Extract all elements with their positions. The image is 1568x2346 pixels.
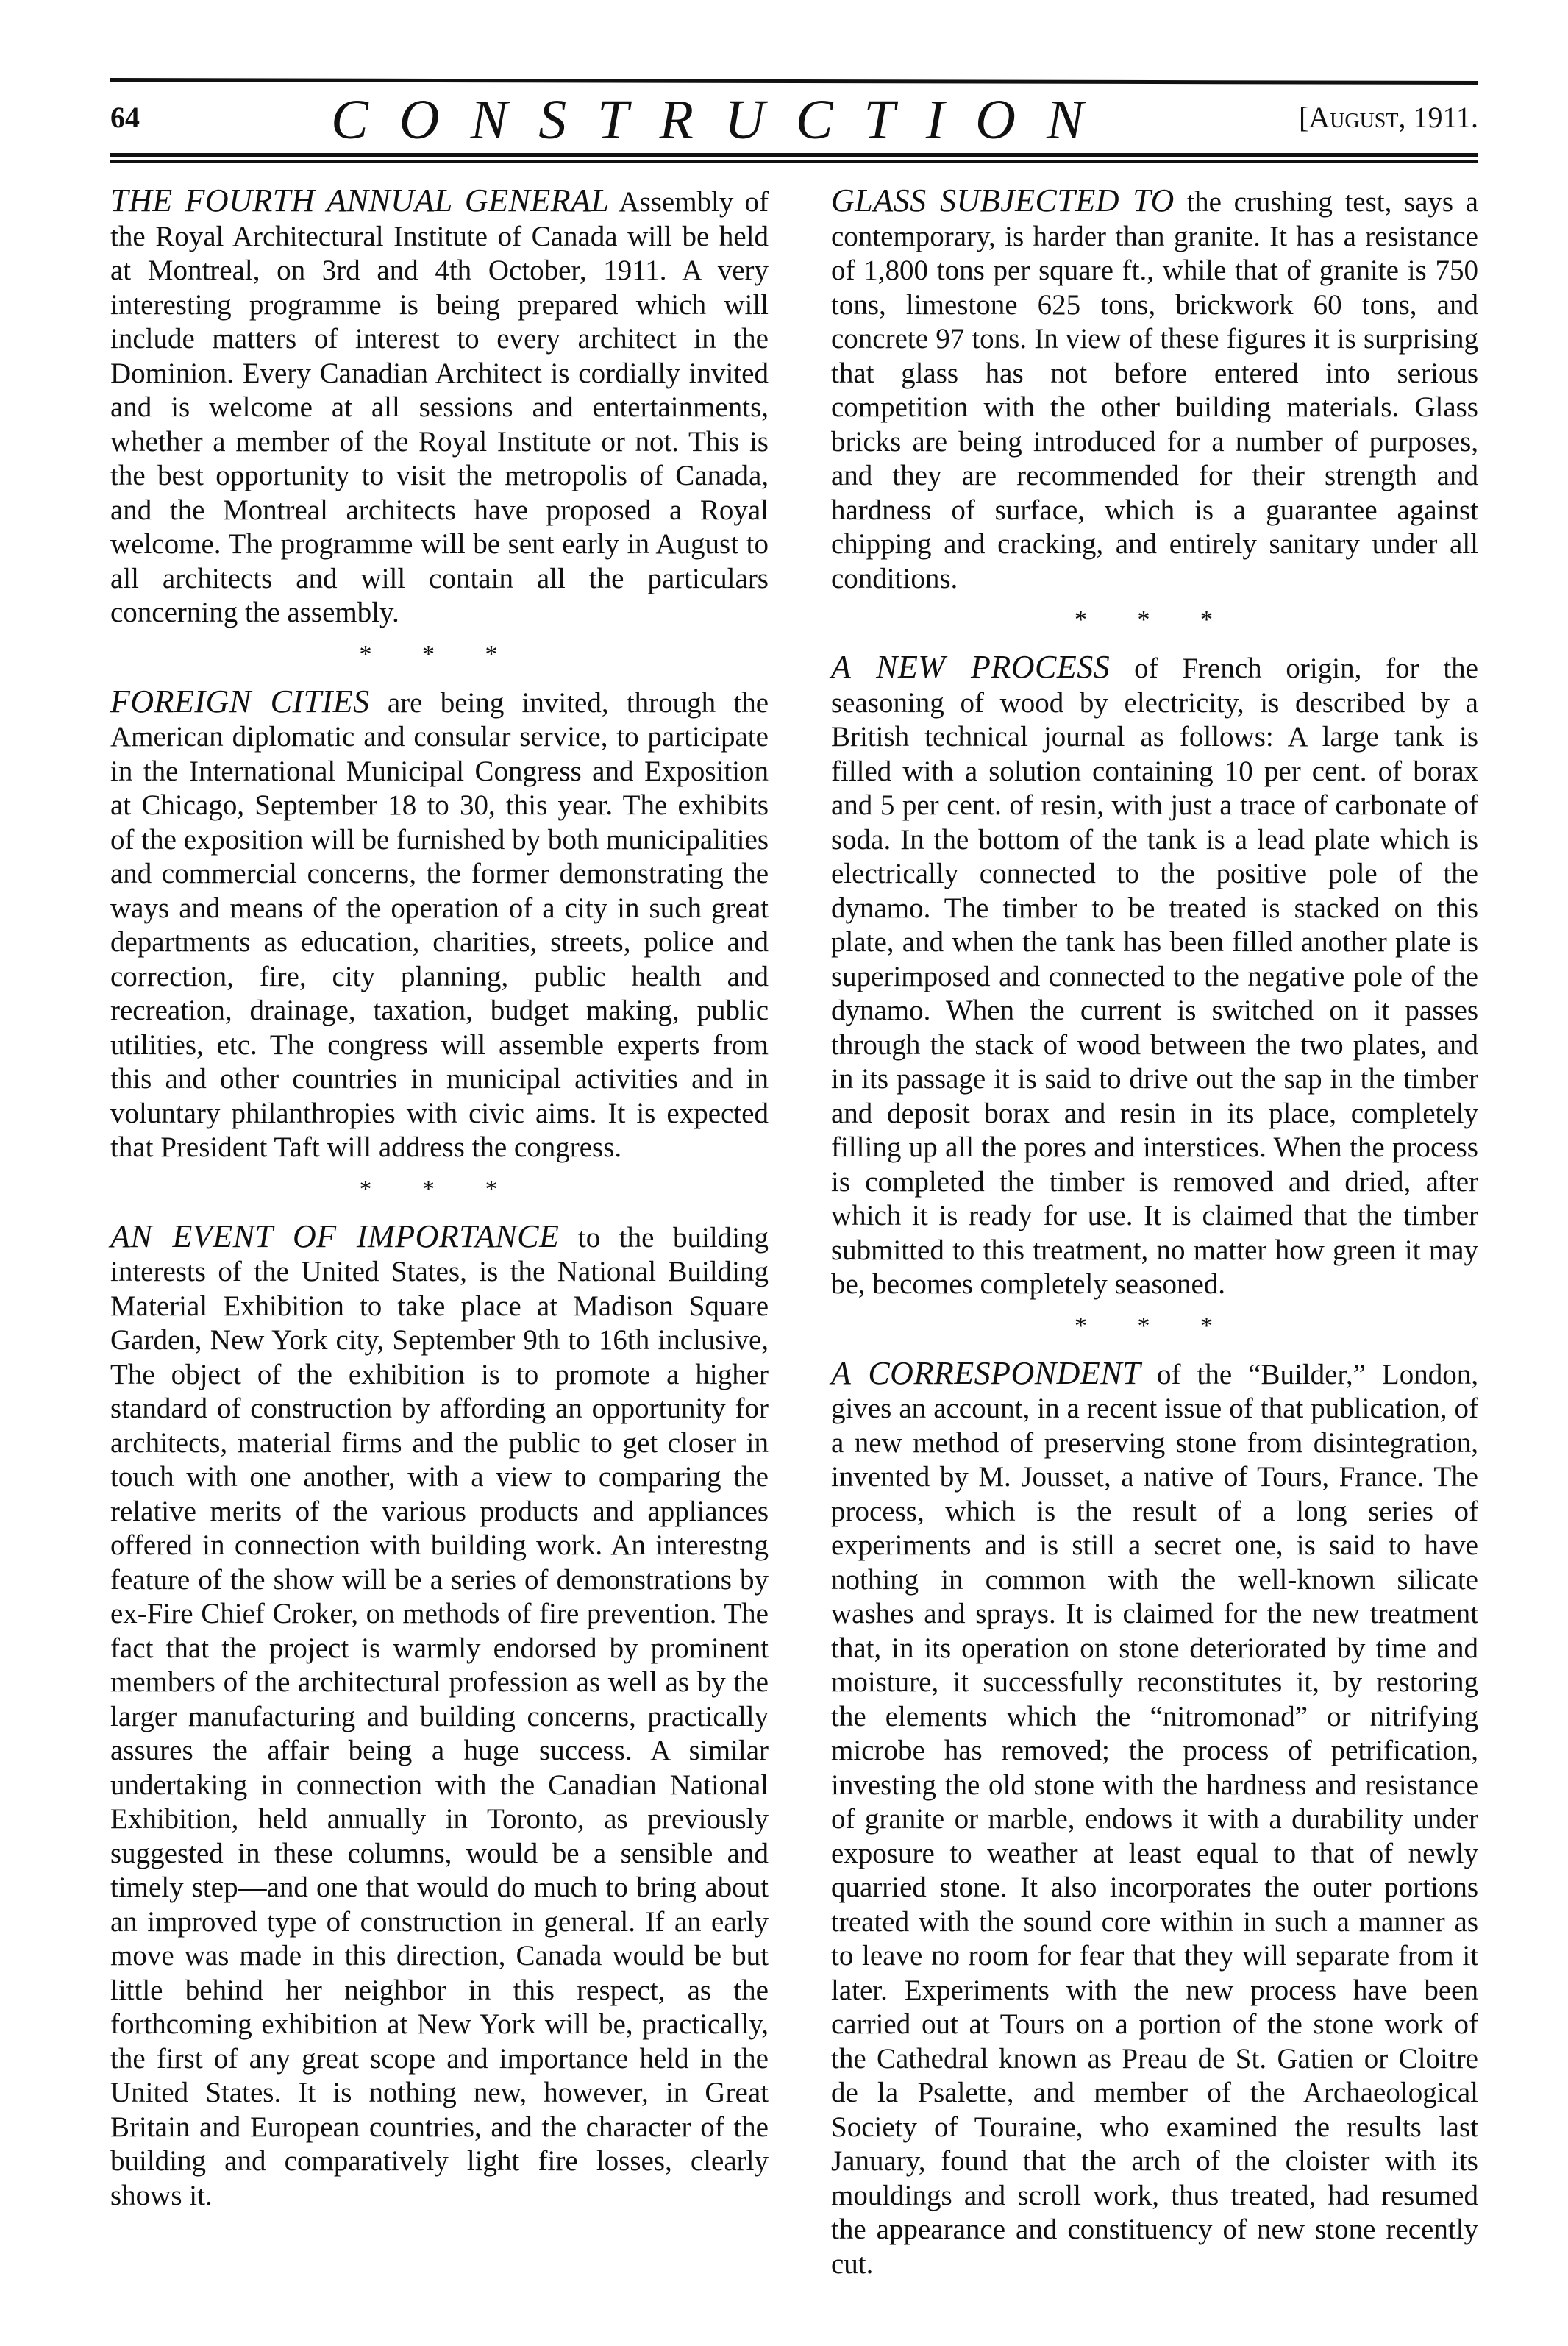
article-body: of French origin, for the seasoning of wood by electricity, is described by a British technical journal as follows: A large tank is filled with a solution containing 10 per cent. of borax and 5 per cent. of resin, with just a trace of carbonate of soda. In the bottom of the tank is a lead plate which is electrically connected to the positive pole of the dynamo. The timber to be treated is stacked on this plate, and when the tank has been filled another plate is superimposed and connected to the negative pole of the dynamo. When the current is switched on it passes through the stack of wood between the two plates, and in its passage it is said to drive out the sap in the timber and deposit borax and resin in its place, completely filling up all the pores and interstices. When the process is completed the timber is removed and dried, after which it is ready for use. It is claimed that the timber submitted to this treatment, no matter how green it may be, becomes completely seasoned. <box>831 653 1478 1300</box>
left-column <box>110 184 769 2213</box>
section-separator: * * * <box>1075 1312 1235 1340</box>
article-lead: A CORRESPONDENT <box>831 1354 1141 1391</box>
article-paragraph <box>110 685 769 1165</box>
masthead <box>110 88 1478 154</box>
article-body: to the building interests of the United States, is the National Building Material Exhibition to take place at Madison Square Garden, New York city, September 9th to 16th inclusive, The object of the exhibition is to promote a higher standard of construction by affording an opportunity for architects, material firms and the public to get closer in touch with one another, with a view to comparing the relative merits of the various products and appliances offered in connection with building work. An interestng feature of the show will be a series of demonstrations by ex-Fire Chief Croker, on methods of fire prevention. The fact that the project is warmly endorsed by prominent members of the architectural profession as well as by the larger manufacturing and building concerns, practically assures the affair being a huge success. A similar undertaking in connection with the Canadian National Exhibition, held annually in Toronto, as previously suggested in these columns, would be a sensible and timely step—and one that would do much to bring about an improved type of construction in general. If an early move was made in this direction, Canada would be but little behind her neighbor in this respect, as the forthcoming exhibition at New York will be, practically, the first of any great scope and importance held in the United States. It is nothing new, however, in Great Britain and European countries, and the character of the building and comparatively light fire losses, clearly shows it. <box>110 1221 769 2211</box>
article-assembly <box>110 184 769 630</box>
right-column <box>831 184 1478 2281</box>
article-lead: A NEW PROCESS <box>831 649 1111 685</box>
article-new-process <box>831 650 1478 1302</box>
article-paragraph <box>831 184 1478 596</box>
article-event-of-importance <box>110 1220 769 2214</box>
article-lead: AN EVENT OF IMPORTANCE <box>110 1218 560 1254</box>
section-separator: * * * <box>359 640 520 668</box>
page-number: 64 <box>110 101 140 134</box>
article-lead: GLASS SUBJECTED TO <box>831 182 1175 218</box>
header-top-rule <box>110 78 1478 85</box>
article-body: Assembly of the Royal Architectural Institute of Canada will be held at Montreal, on 3rd and 4th October, 1911. A very interesting programme is being prepared which will include matters of interest to every architect in the Dominion. Every Canadian Architect is cordially invited and is welcome at all sessions and entertainments, whether a member of the Royal Institute or not. This is the best opportunity to visit the metropolis of Canada, and the Montreal architects have proposed a Royal welcome. The programme will be sent early in August to all architects and will contain all the particulars concerning the assembly. <box>110 186 769 628</box>
article-lead: THE FOURTH ANNUAL GENERAL <box>110 182 610 218</box>
article-paragraph <box>110 184 769 630</box>
article-body: of the “Builder,” London, gives an account, in a recent issue of that publication, of a new method of preserving stone from disintegration, invented by M. Jousset, a native of Tours, France. The process, which is the result of a long series of experiments and is still a secret one, is said to have nothing in common with the well-known silicate washes and sprays. It is claimed for the new treatment that, in its operation on stone deteriorated by time and moisture, it successfully reconstitutes it, by restoring the elements which the “nitromonad” or nitrifying microbe has removed; the process of petrification, investing the old stone with the hardness and resistance of granite or marble, endows it with a durability under exposure to weather at least equal to that of newly quarried stone. It also incorporates the outer portions treated with the sound core within in such a manner as to leave no room for fear that they will separate from it later. Experiments with the new process have been carried out at Tours on a portion of the stone work of the Cathedral known as Preau de St. Gatien or Cloitre de la Psalette, and member of the Archaeological Society of Touraine, who examined the results last January, found that the arch of the cloister with its mouldings and scroll work, thus treated, had resumed the appearance and constituency of new stone recently cut. <box>831 1358 1479 2280</box>
article-paragraph <box>831 1354 1479 2282</box>
article-correspondent <box>831 1354 1479 2282</box>
article-paragraph <box>110 1220 769 2214</box>
section-separator: * * * <box>1075 606 1235 633</box>
publication-title: CONSTRUCTION <box>331 89 1115 151</box>
article-body: are being invited, through the American diplomatic and consular service, to participate in the International Municipal Congress and Exposition at Chicago, September 18 to 30, this year. The exhibits of the exposition will be furnished by both municipalities and commercial concerns, the former demonstrating the ways and means of the operation of a city in such great departments as education, charities, streets, police and correction, fire, city planning, public health and recreation, drainage, taxation, budget making, public utilities, etc. The congress will assemble experts from this and other countries in municipal activities and in voluntary philanthropies with civic aims. It is expected that President Taft will address the congress. <box>110 686 769 1163</box>
article-paragraph <box>831 650 1478 1302</box>
section-separator: * * * <box>359 1175 520 1203</box>
article-lead: FOREIGN CITIES <box>110 683 370 719</box>
issue-date: [August, 1911. <box>1298 101 1478 134</box>
article-glass <box>831 184 1478 596</box>
article-foreign-cities <box>110 685 769 1165</box>
article-body: the crushing test, says a contemporary, is harder than granite. It has a resistance of 1,800 tons per square ft., while that of granite is 750 tons, limestone 625 tons, brickwork 60 tons, and concrete 97 tons. In view of these figures it is surprising that glass has not before entered into serious competition with the other building materials. Glass bricks are being introduced for a number of purposes, and they are recommended for their strength and hardness of surface, which is a guarantee against chipping and cracking, and entirely sanitary under all conditions. <box>831 186 1478 594</box>
header-double-rule <box>110 153 1478 163</box>
